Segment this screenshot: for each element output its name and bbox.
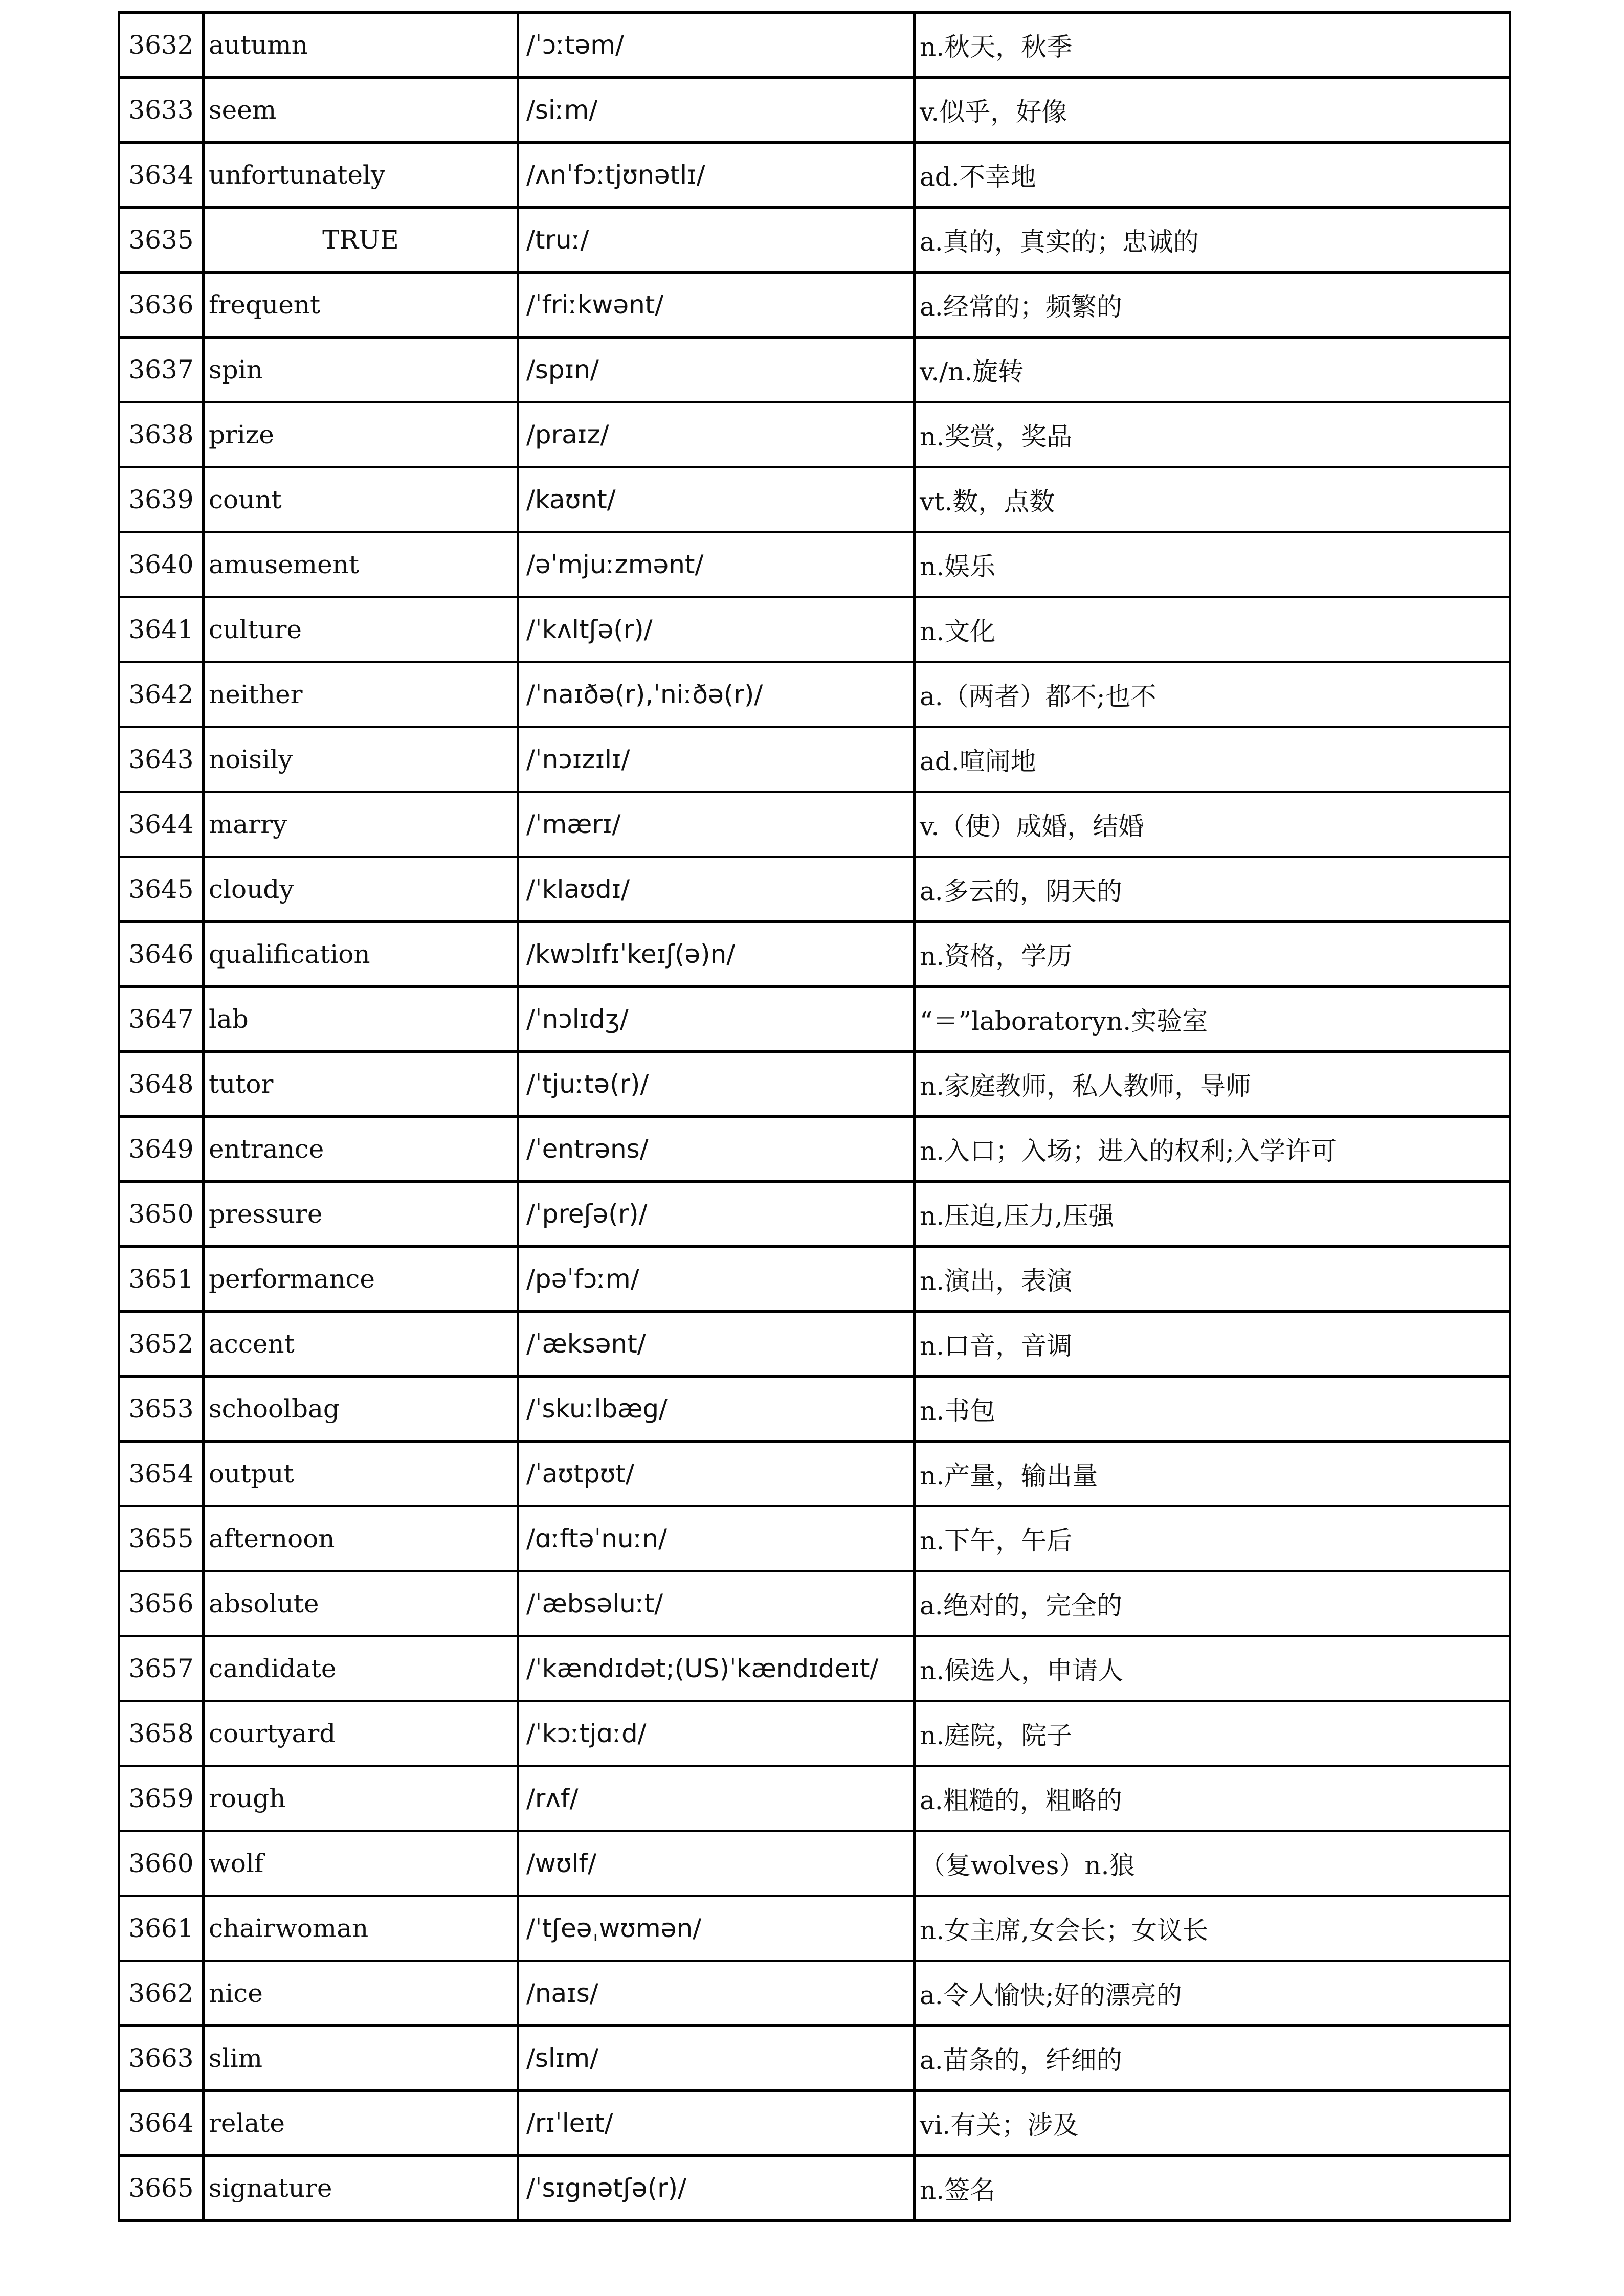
entry-phonetic: /ˈpreʃə(r)/ [518, 1182, 915, 1247]
entry-word: count [204, 467, 518, 532]
entry-word: amusement [204, 532, 518, 597]
entry-word: spin [204, 337, 518, 402]
entry-number: 3663 [119, 2026, 204, 2091]
entry-phonetic: /ʌnˈfɔːtjʊnətlɪ/ [518, 143, 915, 208]
entry-meaning: ad.喧闹地 [915, 727, 1510, 792]
entry-number: 3665 [119, 2156, 204, 2221]
entry-word: wolf [204, 1831, 518, 1896]
entry-number: 3656 [119, 1571, 204, 1636]
entry-phonetic: /ɑːftəˈnuːn/ [518, 1506, 915, 1571]
table-row [119, 2156, 1510, 2221]
table-row [119, 1831, 1510, 1896]
table-row [119, 1247, 1510, 1312]
entry-meaning: n.候选人，申请人 [915, 1636, 1510, 1701]
table-row [119, 1701, 1510, 1766]
entry-meaning: a.粗糙的，粗略的 [915, 1766, 1510, 1831]
entry-word: lab [204, 987, 518, 1052]
entry-number: 3648 [119, 1052, 204, 1117]
entry-word: unfortunately [204, 143, 518, 208]
entry-word: qualification [204, 922, 518, 987]
table-row [119, 2026, 1510, 2091]
entry-meaning: a.绝对的，完全的 [915, 1571, 1510, 1636]
table-row [119, 662, 1510, 727]
table-row [119, 402, 1510, 467]
table-row [119, 1896, 1510, 1961]
entry-phonetic: /ˈfriːkwənt/ [518, 273, 915, 337]
entry-phonetic: /ˈæbsəluːt/ [518, 1571, 915, 1636]
entry-phonetic: /ˈsɪgnətʃə(r)/ [518, 2156, 915, 2221]
entry-phonetic: /ˈnɔɪzɪlɪ/ [518, 727, 915, 792]
table-row [119, 1052, 1510, 1117]
entry-phonetic: /kwɔlɪfɪˈkeɪʃ(ə)n/ [518, 922, 915, 987]
vocabulary-table-body [119, 13, 1510, 2221]
entry-phonetic: /spɪn/ [518, 337, 915, 402]
entry-number: 3637 [119, 337, 204, 402]
table-row [119, 1312, 1510, 1377]
entry-phonetic: /slɪm/ [518, 2026, 915, 2091]
table-row [119, 1442, 1510, 1506]
entry-phonetic: /praɪz/ [518, 402, 915, 467]
entry-word: courtyard [204, 1701, 518, 1766]
table-row [119, 987, 1510, 1052]
entry-number: 3634 [119, 143, 204, 208]
entry-phonetic: /ˈkɔːtjɑːd/ [518, 1701, 915, 1766]
entry-meaning: n.文化 [915, 597, 1510, 662]
entry-word: pressure [204, 1182, 518, 1247]
table-row [119, 1766, 1510, 1831]
entry-number: 3647 [119, 987, 204, 1052]
entry-number: 3649 [119, 1117, 204, 1182]
entry-word: autumn [204, 13, 518, 78]
entry-word: accent [204, 1312, 518, 1377]
entry-phonetic: /ˈnɔlɪdʒ/ [518, 987, 915, 1052]
table-row [119, 467, 1510, 532]
entry-meaning: v.似乎，好像 [915, 78, 1510, 143]
table-row [119, 1182, 1510, 1247]
entry-phonetic: /ˈkʌltʃə(r)/ [518, 597, 915, 662]
entry-word: slim [204, 2026, 518, 2091]
entry-number: 3653 [119, 1377, 204, 1442]
entry-meaning: a.真的，真实的；忠诚的 [915, 208, 1510, 273]
table-row [119, 1636, 1510, 1701]
entry-meaning: n.产量，输出量 [915, 1442, 1510, 1506]
entry-phonetic: /əˈmjuːzmənt/ [518, 532, 915, 597]
entry-meaning: n.娱乐 [915, 532, 1510, 597]
entry-word: entrance [204, 1117, 518, 1182]
entry-meaning: n.资格，学历 [915, 922, 1510, 987]
entry-phonetic: /ˈentrəns/ [518, 1117, 915, 1182]
entry-number: 3657 [119, 1636, 204, 1701]
table-row [119, 1117, 1510, 1182]
entry-word: culture [204, 597, 518, 662]
entry-number: 3643 [119, 727, 204, 792]
entry-number: 3633 [119, 78, 204, 143]
entry-phonetic: /ˈkændɪdət;(US)ˈkændɪdeɪt/ [518, 1636, 915, 1701]
entry-word: marry [204, 792, 518, 857]
entry-word: signature [204, 2156, 518, 2221]
vocabulary-table [118, 11, 1511, 2222]
entry-meaning: n.演出，表演 [915, 1247, 1510, 1312]
entry-phonetic: /ˈtjuːtə(r)/ [518, 1052, 915, 1117]
entry-meaning: vt.数，点数 [915, 467, 1510, 532]
entry-word: neither [204, 662, 518, 727]
entry-number: 3655 [119, 1506, 204, 1571]
table-row [119, 337, 1510, 402]
table-row [119, 792, 1510, 857]
entry-meaning: n.书包 [915, 1377, 1510, 1442]
table-row [119, 727, 1510, 792]
entry-meaning: n.家庭教师，私人教师，导师 [915, 1052, 1510, 1117]
entry-number: 3658 [119, 1701, 204, 1766]
entry-number: 3650 [119, 1182, 204, 1247]
entry-word: noisily [204, 727, 518, 792]
entry-meaning: a.经常的；频繁的 [915, 273, 1510, 337]
entry-number: 3636 [119, 273, 204, 337]
entry-phonetic: /ˈmærɪ/ [518, 792, 915, 857]
entry-phonetic: /ˈklaʊdɪ/ [518, 857, 915, 922]
entry-number: 3642 [119, 662, 204, 727]
entry-meaning: n.奖赏，奖品 [915, 402, 1510, 467]
entry-number: 3652 [119, 1312, 204, 1377]
entry-number: 3638 [119, 402, 204, 467]
entry-meaning: a.苗条的，纤细的 [915, 2026, 1510, 2091]
entry-meaning: a.令人愉快;好的漂亮的 [915, 1961, 1510, 2026]
table-row [119, 1571, 1510, 1636]
entry-word: chairwoman [204, 1896, 518, 1961]
table-row [119, 597, 1510, 662]
table-row [119, 78, 1510, 143]
entry-number: 3660 [119, 1831, 204, 1896]
entry-word: TRUE [204, 208, 518, 273]
entry-meaning: n.秋天，秋季 [915, 13, 1510, 78]
entry-meaning: n.女主席,女会长；女议长 [915, 1896, 1510, 1961]
entry-word: frequent [204, 273, 518, 337]
entry-number: 3644 [119, 792, 204, 857]
table-row [119, 2091, 1510, 2156]
entry-phonetic: /ˈɔːtəm/ [518, 13, 915, 78]
table-row [119, 532, 1510, 597]
entry-meaning: （复wolves）n.狼 [915, 1831, 1510, 1896]
entry-meaning: n.压迫,压力,压强 [915, 1182, 1510, 1247]
entry-number: 3661 [119, 1896, 204, 1961]
entry-meaning: n.庭院，院子 [915, 1701, 1510, 1766]
entry-word: tutor [204, 1052, 518, 1117]
entry-word: absolute [204, 1571, 518, 1636]
entry-phonetic: /siːm/ [518, 78, 915, 143]
entry-meaning: n.入口；入场；进入的权利;入学许可 [915, 1117, 1510, 1182]
entry-number: 3632 [119, 13, 204, 78]
entry-meaning: “＝”laboratoryn.实验室 [915, 987, 1510, 1052]
entry-word: schoolbag [204, 1377, 518, 1442]
entry-number: 3639 [119, 467, 204, 532]
entry-meaning: ad.不幸地 [915, 143, 1510, 208]
entry-phonetic: /ˈnaɪðə(r),ˈniːðə(r)/ [518, 662, 915, 727]
entry-word: prize [204, 402, 518, 467]
entry-phonetic: /wʊlf/ [518, 1831, 915, 1896]
entry-number: 3659 [119, 1766, 204, 1831]
entry-meaning: n.口音，音调 [915, 1312, 1510, 1377]
entry-number: 3641 [119, 597, 204, 662]
entry-number: 3640 [119, 532, 204, 597]
entry-word: output [204, 1442, 518, 1506]
entry-meaning: vi.有关；涉及 [915, 2091, 1510, 2156]
entry-number: 3654 [119, 1442, 204, 1506]
entry-word: cloudy [204, 857, 518, 922]
entry-number: 3635 [119, 208, 204, 273]
entry-phonetic: /ˈaʊtpʊt/ [518, 1442, 915, 1506]
entry-phonetic: /truː/ [518, 208, 915, 273]
table-row [119, 143, 1510, 208]
entry-number: 3646 [119, 922, 204, 987]
table-row [119, 1377, 1510, 1442]
entry-word: relate [204, 2091, 518, 2156]
entry-word: performance [204, 1247, 518, 1312]
table-row [119, 922, 1510, 987]
entry-meaning: n.下午，午后 [915, 1506, 1510, 1571]
entry-phonetic: /rɪˈleɪt/ [518, 2091, 915, 2156]
entry-meaning: a.多云的，阴天的 [915, 857, 1510, 922]
entry-word: afternoon [204, 1506, 518, 1571]
entry-number: 3662 [119, 1961, 204, 2026]
entry-phonetic: /ˈskuːlbæg/ [518, 1377, 915, 1442]
table-row [119, 208, 1510, 273]
entry-word: rough [204, 1766, 518, 1831]
entry-meaning: a.（两者）都不;也不 [915, 662, 1510, 727]
table-row [119, 1961, 1510, 2026]
entry-word: candidate [204, 1636, 518, 1701]
entry-number: 3651 [119, 1247, 204, 1312]
entry-phonetic: /ˈæksənt/ [518, 1312, 915, 1377]
entry-word: nice [204, 1961, 518, 2026]
table-row [119, 857, 1510, 922]
entry-phonetic: /ˈtʃeəˌwʊmən/ [518, 1896, 915, 1961]
entry-phonetic: /kaʊnt/ [518, 467, 915, 532]
entry-number: 3645 [119, 857, 204, 922]
table-row [119, 273, 1510, 337]
entry-number: 3664 [119, 2091, 204, 2156]
entry-phonetic: /naɪs/ [518, 1961, 915, 2026]
entry-word: seem [204, 78, 518, 143]
table-row [119, 13, 1510, 78]
table-row [119, 1506, 1510, 1571]
entry-meaning: v./n.旋转 [915, 337, 1510, 402]
entry-phonetic: /pəˈfɔːm/ [518, 1247, 915, 1312]
entry-meaning: v.（使）成婚，结婚 [915, 792, 1510, 857]
entry-phonetic: /rʌf/ [518, 1766, 915, 1831]
entry-meaning: n.签名 [915, 2156, 1510, 2221]
